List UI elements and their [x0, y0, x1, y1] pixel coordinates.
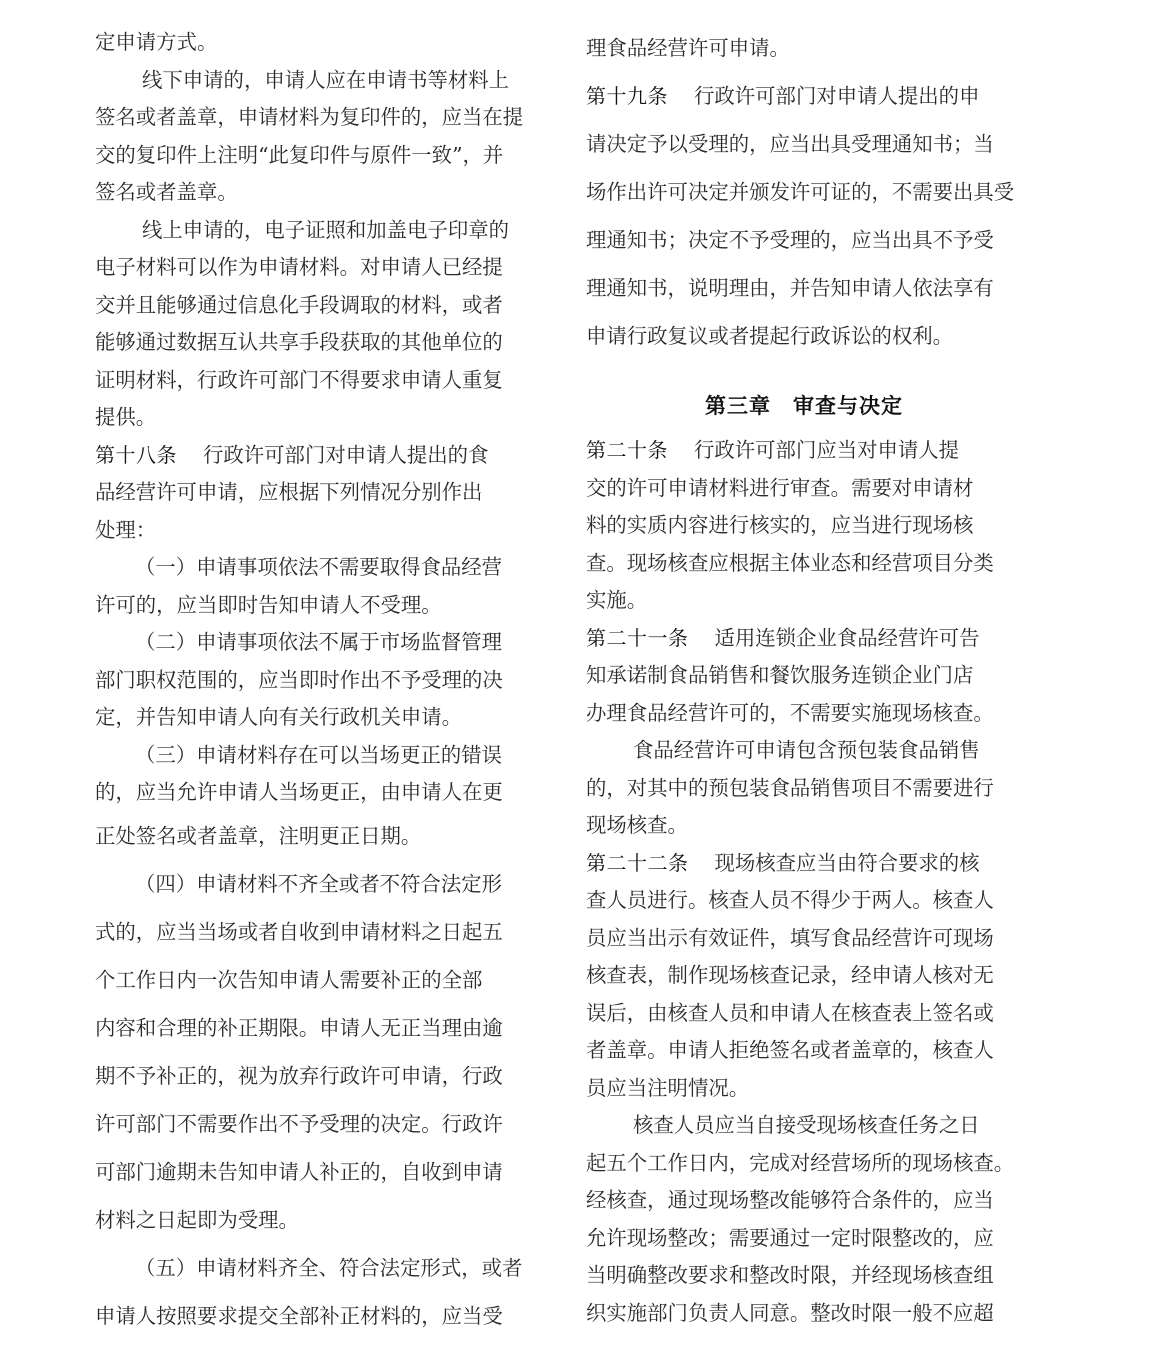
- text-line: [95, 737, 531, 775]
- line-text: 的，应当允许申请人当场更正，由申请人在更: [95, 780, 503, 804]
- right-column: [586, 24, 1022, 1332]
- text-line: [586, 312, 1022, 360]
- text-line: [95, 399, 531, 437]
- line-text: 当明确整改要求和整改时限，并经现场核查组: [586, 1263, 994, 1287]
- article-number: 第十九条: [586, 84, 668, 108]
- text-line: [95, 662, 531, 700]
- line-text: 理通知书；决定不予受理的，应当出具不予受: [586, 228, 994, 252]
- text-line: [586, 216, 1022, 264]
- text-line: [95, 812, 531, 860]
- line-text: 的，对其中的预包装食品销售项目不需要进行: [586, 775, 994, 800]
- text-line: [586, 24, 1022, 72]
- line-text: 员应当注明情况。: [586, 1075, 750, 1100]
- line-text: 行政许可部门应当对申请人提: [694, 438, 960, 462]
- text-line: [586, 807, 1022, 845]
- line-text: （四）申请材料不齐全或者不符合法定形: [135, 871, 503, 896]
- line-text: 核查人员应当自接受现场核查任务之日: [633, 1113, 980, 1137]
- text-line: [95, 1244, 531, 1292]
- line-text: 线上申请的，电子证照和加盖电子印章的: [142, 217, 510, 242]
- line-text: 申请行政复议或者提起行政诉讼的权利。: [586, 324, 954, 348]
- text-line: [95, 212, 531, 250]
- line-text: 理通知书，说明理由，并告知申请人依法享有: [586, 276, 994, 300]
- text-line: [95, 512, 531, 550]
- line-text: 电子材料可以作为申请材料。对申请人已经提: [95, 255, 503, 279]
- text-line: [95, 1292, 531, 1340]
- text-line: [95, 860, 531, 908]
- line-text: 料的实质内容进行核实的，应当进行现场核: [586, 513, 974, 537]
- line-text: 交并且能够通过信息化手段调取的材料，或者: [95, 292, 503, 317]
- line-text: 交的复印件上注明“此复印件与原件一致”，并: [95, 142, 504, 167]
- text-line: [95, 362, 531, 400]
- line-text: 品经营许可申请，应根据下列情况分别作出: [95, 480, 483, 504]
- text-line: [586, 920, 1022, 958]
- line-text: 核查表，制作现场核查记录，经申请人核对无: [586, 963, 994, 987]
- line-text: 交的许可申请材料进行审查。需要对申请材: [586, 475, 974, 500]
- line-text: 场作出许可决定并颁发许可证的，不需要出具受: [586, 180, 1015, 204]
- line-text: 现场核查应当由符合要求的核: [714, 850, 980, 875]
- text-line: [95, 699, 531, 737]
- line-text: 现场核查。: [586, 813, 688, 837]
- line-text: （三）申请材料存在可以当场更正的错误: [135, 742, 503, 767]
- text-line: [586, 995, 1022, 1033]
- text-line: [95, 174, 531, 212]
- article-number: 第十八条: [95, 442, 177, 467]
- text-line: [586, 657, 1022, 695]
- text-line: [95, 1004, 531, 1052]
- line-text: 者盖章。申请人拒绝签名或者盖章的，核查人: [586, 1038, 994, 1062]
- line-text: 误后，由核查人员和申请人在核查表上签名或: [586, 1000, 994, 1025]
- text-line: [586, 1257, 1022, 1295]
- line-text: 起五个工作日内，完成对经营场所的现场核查。: [586, 1150, 1015, 1175]
- text-line: [586, 1145, 1022, 1183]
- text-line: [586, 1032, 1022, 1070]
- text-line: [95, 1100, 531, 1148]
- text-line: [95, 249, 531, 287]
- text-line: [95, 287, 531, 325]
- line-text: 行政许可部门对申请人提出的申: [694, 84, 980, 108]
- text-line: [586, 1182, 1022, 1220]
- text-line: [586, 1070, 1022, 1108]
- chapter-heading: 第三章 审查与决定: [705, 394, 903, 418]
- line-text: 允许现场整改；需要通过一定时限整改的，应: [586, 1225, 994, 1250]
- line-text: 能够通过数据互认共享手段获取的其他单位的: [95, 330, 503, 354]
- text-line: [95, 624, 531, 662]
- line-text: 经核查，通过现场整改能够符合条件的，应当: [586, 1188, 994, 1212]
- line-text: 个工作日内一次告知申请人需要补正的全部: [95, 967, 483, 992]
- line-text: 式的，应当当场或者自收到申请材料之日起五: [95, 919, 503, 944]
- line-text: 线下申请的，申请人应在申请书等材料上: [142, 67, 510, 92]
- text-line: [586, 1107, 1022, 1145]
- line-text: 理食品经营许可申请。: [586, 36, 790, 60]
- line-text: 查人员进行。核查人员不得少于两人。核查人: [586, 888, 994, 912]
- line-text: （五）申请材料齐全、符合法定形式，或者: [135, 1255, 523, 1280]
- line-text: （一）申请事项依法不需要取得食品经营: [135, 555, 503, 579]
- text-line: [95, 99, 531, 137]
- text-line: [586, 545, 1022, 583]
- text-line: [95, 956, 531, 1004]
- text-line: [95, 474, 531, 512]
- text-line: [586, 507, 1022, 545]
- line-text: （二）申请事项依法不属于市场监督管理: [135, 630, 503, 654]
- line-text: 织实施部门负责人同意。整改时限一般不应超: [586, 1300, 994, 1325]
- text-line: [586, 1220, 1022, 1258]
- line-text: 证明材料，行政许可部门不得要求申请人重复: [95, 367, 503, 392]
- line-text: 员应当出示有效证件，填写食品经营许可现场: [586, 925, 994, 950]
- text-line: [95, 137, 531, 175]
- article-number: 第二十二条: [586, 850, 689, 875]
- line-text: 适用连锁企业食品经营许可告: [714, 625, 980, 650]
- article-line: [586, 432, 1022, 470]
- text-line: [95, 774, 531, 812]
- text-line: [95, 587, 531, 625]
- article-line: [586, 620, 1022, 658]
- line-text: 请决定予以受理的，应当出具受理通知书；当: [586, 132, 994, 156]
- line-text: 食品经营许可申请包含预包装食品销售: [633, 738, 980, 762]
- text-line: [586, 120, 1022, 168]
- line-text: 材料之日起即为受理。: [95, 1207, 299, 1232]
- text-line: [95, 549, 531, 587]
- text-line: [586, 470, 1022, 508]
- text-line: [586, 957, 1022, 995]
- line-text: 行政许可部门对申请人提出的食: [203, 442, 489, 467]
- line-text: 查。现场核查应根据主体业态和经营项目分类: [586, 550, 994, 575]
- text-line: [586, 695, 1022, 733]
- line-text: 许可的，应当即时告知申请人不受理。: [95, 592, 442, 617]
- line-text: 申请人按照要求提交全部补正材料的，应当受: [95, 1303, 503, 1328]
- line-text: 正处签名或者盖章，注明更正日期。: [95, 823, 422, 848]
- text-line: [586, 770, 1022, 808]
- line-text: 签名或者盖章，申请材料为复印件的，应当在提: [95, 105, 524, 129]
- line-text: 定，并告知申请人向有关行政机关申请。: [95, 705, 463, 729]
- text-line: [586, 1295, 1022, 1333]
- text-line: [586, 732, 1022, 770]
- line-text: 实施。: [586, 588, 648, 612]
- text-line: [586, 882, 1022, 920]
- text-line: [95, 62, 531, 100]
- line-text: 部门职权范围的，应当即时作出不予受理的决: [95, 667, 503, 692]
- line-text: 期不予补正的，视为放弃行政许可申请，行政: [95, 1063, 503, 1088]
- article-number: 第二十一条: [586, 625, 689, 650]
- line-text: 许可部门不需要作出不予受理的决定。行政许: [95, 1111, 503, 1136]
- line-text: 可部门逾期未告知申请人补正的，自收到申请: [95, 1159, 503, 1184]
- article-line: [95, 437, 531, 475]
- line-text: 提供。: [95, 405, 157, 429]
- text-line: [586, 582, 1022, 620]
- text-line: [95, 908, 531, 956]
- line-text: 办理食品经营许可的，不需要实施现场核查。: [586, 700, 994, 725]
- text-line: [95, 324, 531, 362]
- text-line: [95, 1148, 531, 1196]
- text-line: [95, 1196, 531, 1244]
- article-number: 第二十条: [586, 438, 668, 462]
- line-text: 签名或者盖章。: [95, 180, 238, 204]
- article-line: [586, 845, 1022, 883]
- left-column: [95, 24, 531, 1340]
- line-text: 知承诺制食品销售和餐饮服务连锁企业门店: [586, 663, 974, 687]
- line-text: 定申请方式。: [95, 30, 218, 54]
- text-line: [586, 168, 1022, 216]
- line-text: 处理：: [95, 517, 157, 542]
- text-line: [95, 1052, 531, 1100]
- article-line: [586, 72, 1022, 120]
- line-text: 内容和合理的补正期限。申请人无正当理由逾: [95, 1015, 503, 1040]
- text-line: [586, 264, 1022, 312]
- text-line: [95, 24, 531, 62]
